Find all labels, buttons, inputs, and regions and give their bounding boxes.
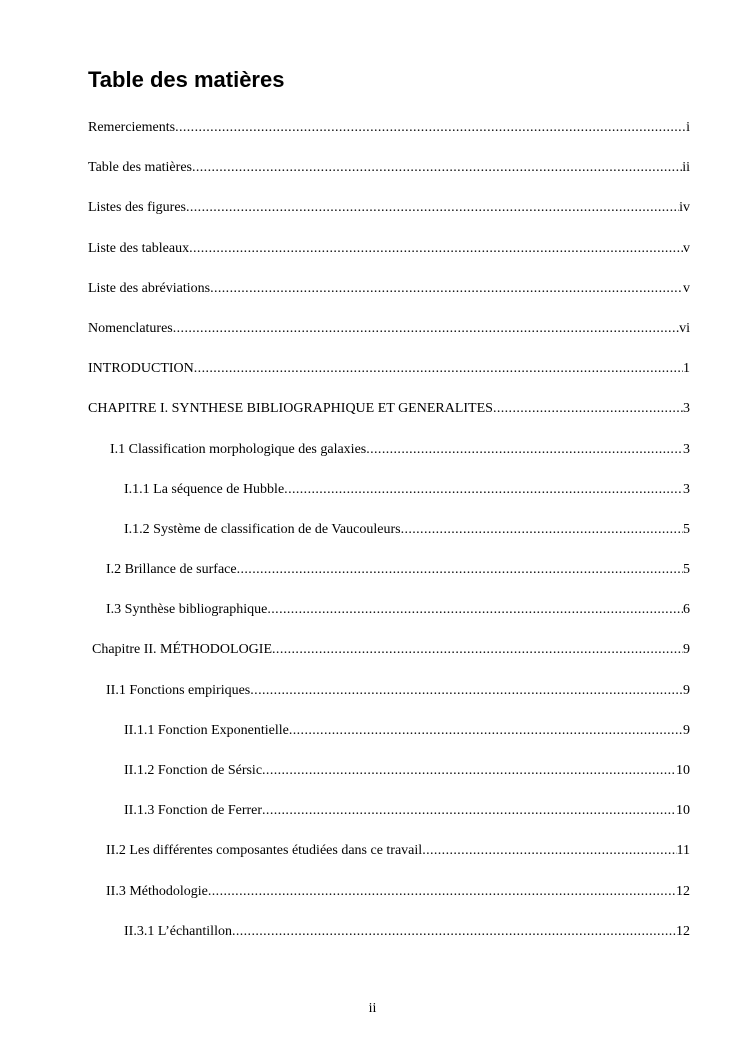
toc-dot-leader bbox=[262, 801, 676, 821]
toc-entry-page: ii bbox=[682, 160, 690, 176]
toc-entry-label: II.1.3 Fonction de Ferrer bbox=[124, 803, 263, 819]
toc-dot-leader bbox=[366, 440, 683, 460]
toc-entry[interactable] bbox=[88, 600, 690, 640]
toc-dot-leader bbox=[267, 600, 683, 620]
toc-entry[interactable] bbox=[88, 158, 690, 198]
toc-entry[interactable] bbox=[88, 801, 690, 841]
toc-entry-label: INTRODUCTION bbox=[88, 361, 194, 377]
toc-entry[interactable] bbox=[88, 520, 690, 560]
toc-entry-label: Chapitre II. MÉTHODOLOGIE bbox=[92, 642, 273, 658]
toc-dot-leader bbox=[232, 922, 676, 942]
toc-entry[interactable] bbox=[88, 239, 690, 279]
toc-entry-page: 5 bbox=[683, 521, 690, 537]
toc-entry[interactable] bbox=[88, 721, 690, 761]
toc-entry-page: 6 bbox=[683, 602, 690, 618]
toc-entry-page: 12 bbox=[676, 883, 690, 899]
toc-entry-page: 10 bbox=[676, 763, 690, 778]
toc-entry-page: 9 bbox=[683, 642, 690, 658]
page-title: Table des matières bbox=[88, 67, 285, 92]
toc-dot-leader bbox=[250, 681, 683, 701]
toc-entry[interactable] bbox=[88, 922, 690, 962]
toc-entry-page: v bbox=[683, 240, 690, 256]
toc-entry[interactable] bbox=[88, 440, 690, 480]
toc-dot-leader bbox=[289, 721, 683, 741]
toc-entry-label: II.1.1 Fonction Exponentielle bbox=[124, 722, 289, 738]
toc-entry-label: CHAPITRE I. SYNTHESE BIBLIOGRAPHIQUE ET GENERALITES bbox=[88, 401, 493, 417]
toc-entry-label: I.1.1 La séquence de Hubble bbox=[124, 481, 285, 497]
toc-entry[interactable] bbox=[88, 198, 690, 238]
toc-entry-page: vi bbox=[679, 320, 690, 336]
toc-dot-leader bbox=[208, 882, 676, 902]
toc-entry-page: 11 bbox=[676, 843, 690, 859]
toc-entry-label: II.1 Fonctions empiriques bbox=[106, 682, 251, 698]
toc-entry-page: iv bbox=[679, 200, 690, 216]
toc-entry-label: I.2 Brillance de surface bbox=[106, 562, 237, 578]
page-number: ii bbox=[368, 1001, 377, 1016]
toc-entry-label: II.2 Les différentes composantes étudiées dans ce travail bbox=[106, 843, 423, 859]
toc-dot-leader bbox=[284, 480, 683, 500]
toc-dot-leader bbox=[272, 640, 683, 660]
toc-entry[interactable] bbox=[88, 319, 690, 359]
toc-entry-label: I.1.2 Système de classification de de Vaucouleurs bbox=[124, 521, 401, 537]
toc-entry-page: 9 bbox=[683, 722, 690, 738]
toc-entry[interactable] bbox=[88, 359, 690, 399]
toc-entry-label: II.3.1 L’échantillon bbox=[124, 923, 232, 939]
toc-dot-leader bbox=[210, 279, 683, 299]
toc-dot-leader bbox=[173, 319, 679, 339]
toc-entry[interactable] bbox=[88, 882, 690, 922]
toc-dot-leader bbox=[262, 761, 676, 781]
toc-entry-label: II.3 Méthodologie bbox=[106, 883, 208, 899]
toc-dot-leader bbox=[192, 158, 682, 178]
toc-entry[interactable] bbox=[88, 841, 690, 881]
toc-entry[interactable] bbox=[88, 681, 690, 721]
toc-dot-leader bbox=[175, 118, 686, 138]
toc-dot-leader bbox=[189, 239, 683, 259]
toc-entry[interactable] bbox=[88, 761, 690, 801]
toc-entry-label: I.3 Synthèse bibliographique bbox=[106, 602, 268, 618]
toc-entry[interactable] bbox=[88, 560, 690, 600]
table-of-contents bbox=[88, 118, 690, 962]
toc-entry-label: Liste des tableaux bbox=[88, 240, 190, 256]
toc-entry-label: Nomenclatures bbox=[88, 320, 173, 336]
toc-entry-label: Liste des abréviations bbox=[88, 280, 211, 296]
toc-entry[interactable] bbox=[88, 279, 690, 319]
toc-dot-leader bbox=[194, 359, 683, 379]
toc-entry[interactable] bbox=[88, 480, 690, 520]
toc-entry[interactable] bbox=[88, 399, 690, 439]
toc-entry[interactable] bbox=[88, 640, 690, 680]
toc-entry-label: II.1.2 Fonction de Sérsic bbox=[124, 763, 263, 778]
toc-entry-page: i bbox=[686, 120, 690, 135]
toc-entry[interactable] bbox=[88, 118, 690, 158]
toc-entry-page: 1 bbox=[683, 361, 690, 377]
toc-entry-page: 10 bbox=[676, 803, 690, 819]
toc-dot-leader bbox=[422, 841, 676, 861]
toc-entry-page: 3 bbox=[683, 401, 690, 417]
toc-entry-page: 5 bbox=[683, 562, 690, 578]
toc-dot-leader bbox=[401, 520, 683, 540]
toc-dot-leader bbox=[186, 198, 679, 218]
toc-entry-page: 9 bbox=[683, 682, 690, 698]
toc-entry-page: 12 bbox=[676, 923, 690, 939]
toc-dot-leader bbox=[493, 399, 683, 419]
toc-entry-label: I.1 Classification morphologique des galaxies bbox=[110, 441, 367, 457]
toc-entry-page: v bbox=[683, 280, 690, 296]
toc-entry-label: Remerciements bbox=[88, 120, 176, 135]
toc-entry-label: Listes des figures bbox=[88, 200, 186, 216]
toc-dot-leader bbox=[237, 560, 683, 580]
toc-entry-page: 3 bbox=[683, 481, 690, 497]
toc-entry-page: 3 bbox=[683, 441, 690, 457]
toc-entry-label: Table des matières bbox=[88, 160, 192, 176]
